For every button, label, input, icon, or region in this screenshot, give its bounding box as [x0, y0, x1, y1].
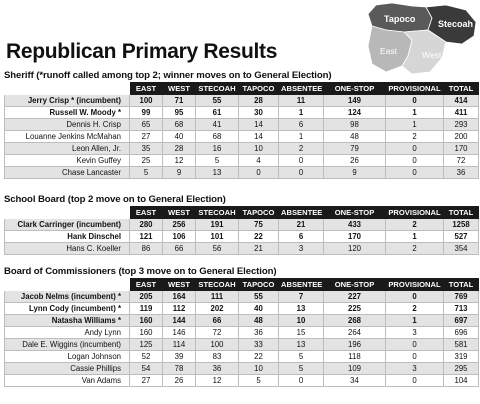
- candidate-name: Jacob Nelms (incumbent) *: [5, 291, 130, 303]
- vote-count-cell: 225: [324, 303, 386, 315]
- vote-count-cell: 6: [279, 119, 324, 131]
- vote-count-cell: 22: [239, 231, 279, 243]
- vote-count-cell: 0: [279, 167, 324, 179]
- vote-count-cell: 0: [386, 339, 444, 351]
- vote-count-cell: 33: [239, 339, 279, 351]
- candidate-name: Hank Dinschel: [5, 231, 130, 243]
- vote-count-cell: 2: [386, 243, 444, 255]
- column-header: WEST: [163, 207, 196, 219]
- table-row: [5, 155, 479, 167]
- table-row: [5, 107, 479, 119]
- vote-count-cell: 4: [239, 155, 279, 167]
- vote-count-cell: 86: [130, 243, 163, 255]
- vote-count-cell: 72: [444, 155, 479, 167]
- column-header: WEST: [163, 279, 196, 291]
- vote-count-cell: 48: [239, 315, 279, 327]
- vote-count-cell: 28: [163, 143, 196, 155]
- vote-count-cell: 55: [239, 291, 279, 303]
- vote-count-cell: 354: [444, 243, 479, 255]
- vote-count-cell: 98: [324, 119, 386, 131]
- table-header-row: [5, 279, 479, 291]
- table-row: [5, 95, 479, 107]
- sheriff-results-table: [4, 82, 479, 179]
- candidate-name: Hans C. Koeller: [5, 243, 130, 255]
- vote-count-cell: 0: [386, 375, 444, 387]
- vote-count-cell: 581: [444, 339, 479, 351]
- vote-count-cell: 41: [196, 119, 239, 131]
- sheriff-section: [4, 69, 478, 179]
- table-row: [5, 315, 479, 327]
- vote-count-cell: 68: [163, 119, 196, 131]
- table-row: [5, 231, 479, 243]
- vote-count-cell: 293: [444, 119, 479, 131]
- vote-count-cell: 35: [130, 143, 163, 155]
- table-row: [5, 167, 479, 179]
- vote-count-cell: 40: [163, 131, 196, 143]
- vote-count-cell: 66: [163, 243, 196, 255]
- vote-count-cell: 3: [386, 363, 444, 375]
- vote-count-cell: 13: [196, 167, 239, 179]
- vote-count-cell: 7: [279, 291, 324, 303]
- column-header: EAST: [130, 207, 163, 219]
- vote-count-cell: 5: [130, 167, 163, 179]
- column-header: STECOAH: [196, 83, 239, 95]
- vote-count-cell: 2: [279, 143, 324, 155]
- column-header: PROVISIONAL: [386, 207, 444, 219]
- vote-count-cell: 75: [239, 219, 279, 231]
- vote-count-cell: 202: [196, 303, 239, 315]
- section-heading-sheriff: Sheriff (*runoff called among top 2; winner moves on to General Election): [4, 70, 332, 81]
- vote-count-cell: 36: [239, 327, 279, 339]
- vote-count-cell: 101: [196, 231, 239, 243]
- vote-count-cell: 22: [239, 351, 279, 363]
- vote-count-cell: 0: [386, 143, 444, 155]
- vote-count-cell: 0: [386, 351, 444, 363]
- vote-count-cell: 27: [130, 375, 163, 387]
- vote-count-cell: 160: [130, 327, 163, 339]
- vote-count-cell: 72: [196, 327, 239, 339]
- header-blank-cell: [5, 83, 130, 95]
- vote-count-cell: 0: [386, 95, 444, 107]
- vote-count-cell: 9: [163, 167, 196, 179]
- vote-count-cell: 39: [163, 351, 196, 363]
- candidate-name: Lynn Cody (incumbent) *: [5, 303, 130, 315]
- vote-count-cell: 256: [163, 219, 196, 231]
- vote-count-cell: 5: [239, 375, 279, 387]
- vote-count-cell: 3: [279, 243, 324, 255]
- vote-count-cell: 71: [163, 95, 196, 107]
- vote-count-cell: 12: [163, 155, 196, 167]
- vote-count-cell: 0: [239, 167, 279, 179]
- map-label-tapoco: Tapoco: [384, 14, 416, 24]
- map-label-west: West: [422, 50, 442, 60]
- vote-count-cell: 0: [386, 167, 444, 179]
- vote-count-cell: 2: [386, 303, 444, 315]
- vote-count-cell: 78: [163, 363, 196, 375]
- vote-count-cell: 0: [386, 155, 444, 167]
- vote-count-cell: 112: [163, 303, 196, 315]
- vote-count-cell: 26: [163, 375, 196, 387]
- vote-count-cell: 411: [444, 107, 479, 119]
- vote-count-cell: 95: [163, 107, 196, 119]
- vote-count-cell: 21: [279, 219, 324, 231]
- vote-count-cell: 119: [130, 303, 163, 315]
- vote-count-cell: 2: [386, 219, 444, 231]
- vote-count-cell: 5: [279, 363, 324, 375]
- candidate-name: Chase Lancaster: [5, 167, 130, 179]
- column-header: ONE-STOP: [324, 207, 386, 219]
- vote-count-cell: 16: [196, 143, 239, 155]
- vote-count-cell: 99: [130, 107, 163, 119]
- column-header: WEST: [163, 83, 196, 95]
- vote-count-cell: 36: [196, 363, 239, 375]
- vote-count-cell: 6: [279, 231, 324, 243]
- table-row: [5, 303, 479, 315]
- vote-count-cell: 26: [324, 155, 386, 167]
- table-row: [5, 339, 479, 351]
- table-row: [5, 119, 479, 131]
- table-row: [5, 363, 479, 375]
- vote-count-cell: 65: [130, 119, 163, 131]
- vote-count-cell: 10: [239, 143, 279, 155]
- vote-count-cell: 146: [163, 327, 196, 339]
- vote-count-cell: 1: [279, 131, 324, 143]
- vote-count-cell: 268: [324, 315, 386, 327]
- vote-count-cell: 27: [130, 131, 163, 143]
- vote-count-cell: 0: [279, 375, 324, 387]
- vote-count-cell: 13: [279, 303, 324, 315]
- vote-count-cell: 118: [324, 351, 386, 363]
- vote-count-cell: 144: [163, 315, 196, 327]
- table-row: [5, 327, 479, 339]
- vote-count-cell: 1: [386, 107, 444, 119]
- map-label-east: East: [380, 46, 398, 56]
- vote-count-cell: 769: [444, 291, 479, 303]
- column-header: TAPOCO: [239, 83, 279, 95]
- candidate-name: Logan Johnson: [5, 351, 130, 363]
- vote-count-cell: 111: [196, 291, 239, 303]
- column-header: ABSENTEE: [279, 83, 324, 95]
- vote-count-cell: 83: [196, 351, 239, 363]
- candidate-name: Russell W. Moody *: [5, 107, 130, 119]
- vote-count-cell: 21: [239, 243, 279, 255]
- commissioners-results-table: [4, 278, 479, 387]
- vote-count-cell: 319: [444, 351, 479, 363]
- vote-count-cell: 79: [324, 143, 386, 155]
- vote-count-cell: 527: [444, 231, 479, 243]
- vote-count-cell: 40: [239, 303, 279, 315]
- vote-count-cell: 36: [444, 167, 479, 179]
- school-board-section: [4, 193, 478, 255]
- column-header: PROVISIONAL: [386, 83, 444, 95]
- vote-count-cell: 100: [130, 95, 163, 107]
- vote-count-cell: 2: [386, 131, 444, 143]
- vote-count-cell: 121: [130, 231, 163, 243]
- vote-count-cell: 124: [324, 107, 386, 119]
- candidate-name: Natasha Williams *: [5, 315, 130, 327]
- map-label-stecoah: Stecoah: [438, 19, 474, 29]
- table-row: [5, 375, 479, 387]
- table-row: [5, 291, 479, 303]
- commissioners-section: [4, 265, 478, 387]
- table-row: [5, 131, 479, 143]
- vote-count-cell: 56: [196, 243, 239, 255]
- precinct-map: [362, 0, 480, 74]
- page-title: Republican Primary Results: [6, 40, 278, 63]
- vote-count-cell: 9: [324, 167, 386, 179]
- column-header: PROVISIONAL: [386, 279, 444, 291]
- vote-count-cell: 13: [279, 339, 324, 351]
- column-header: ABSENTEE: [279, 279, 324, 291]
- candidate-name: Cassie Phillips: [5, 363, 130, 375]
- vote-count-cell: 1: [279, 107, 324, 119]
- vote-count-cell: 170: [444, 143, 479, 155]
- vote-count-cell: 191: [196, 219, 239, 231]
- vote-count-cell: 5: [279, 351, 324, 363]
- candidate-name: Louanne Jenkins McMahan: [5, 131, 130, 143]
- candidate-name: Andy Lynn: [5, 327, 130, 339]
- vote-count-cell: 280: [130, 219, 163, 231]
- vote-count-cell: 149: [324, 95, 386, 107]
- vote-count-cell: 34: [324, 375, 386, 387]
- vote-count-cell: 205: [130, 291, 163, 303]
- vote-count-cell: 15: [279, 327, 324, 339]
- vote-count-cell: 109: [324, 363, 386, 375]
- table-row: [5, 351, 479, 363]
- vote-count-cell: 0: [386, 291, 444, 303]
- vote-count-cell: 14: [239, 119, 279, 131]
- column-header: ABSENTEE: [279, 207, 324, 219]
- candidate-name: Leon Allen, Jr.: [5, 143, 130, 155]
- vote-count-cell: 48: [324, 131, 386, 143]
- vote-count-cell: 104: [444, 375, 479, 387]
- column-header: ONE-STOP: [324, 83, 386, 95]
- vote-count-cell: 11: [279, 95, 324, 107]
- vote-count-cell: 52: [130, 351, 163, 363]
- table-row: [5, 243, 479, 255]
- section-heading-commissioners: Board of Commissioners (top 3 move on to General Election): [4, 266, 277, 277]
- candidate-name: Van Adams: [5, 375, 130, 387]
- vote-count-cell: 696: [444, 327, 479, 339]
- vote-count-cell: 10: [239, 363, 279, 375]
- table-header-row: [5, 83, 479, 95]
- vote-count-cell: 414: [444, 95, 479, 107]
- column-header: TOTAL: [444, 83, 479, 95]
- column-header: TAPOCO: [239, 207, 279, 219]
- vote-count-cell: 697: [444, 315, 479, 327]
- vote-count-cell: 55: [196, 95, 239, 107]
- column-header: TOTAL: [444, 207, 479, 219]
- column-header: STECOAH: [196, 207, 239, 219]
- vote-count-cell: 433: [324, 219, 386, 231]
- candidate-name: Kevin Guffey: [5, 155, 130, 167]
- column-header: EAST: [130, 83, 163, 95]
- column-header: ONE-STOP: [324, 279, 386, 291]
- vote-count-cell: 164: [163, 291, 196, 303]
- section-heading-school-board: School Board (top 2 move on to General Election): [4, 194, 226, 205]
- vote-count-cell: 114: [163, 339, 196, 351]
- candidate-name: Clark Carringer (incumbent): [5, 219, 130, 231]
- candidate-name: Jerry Crisp * (incumbent): [5, 95, 130, 107]
- vote-count-cell: 3: [386, 327, 444, 339]
- column-header: STECOAH: [196, 279, 239, 291]
- school-board-results-table: [4, 206, 479, 255]
- vote-count-cell: 100: [196, 339, 239, 351]
- column-header: TAPOCO: [239, 279, 279, 291]
- vote-count-cell: 25: [130, 155, 163, 167]
- vote-count-cell: 54: [130, 363, 163, 375]
- header-blank-cell: [5, 279, 130, 291]
- column-header: TOTAL: [444, 279, 479, 291]
- vote-count-cell: 28: [239, 95, 279, 107]
- candidate-name: Dennis H. Crisp: [5, 119, 130, 131]
- vote-count-cell: 227: [324, 291, 386, 303]
- vote-count-cell: 713: [444, 303, 479, 315]
- table-row: [5, 143, 479, 155]
- vote-count-cell: 170: [324, 231, 386, 243]
- vote-count-cell: 1: [386, 231, 444, 243]
- vote-count-cell: 125: [130, 339, 163, 351]
- vote-count-cell: 160: [130, 315, 163, 327]
- vote-count-cell: 106: [163, 231, 196, 243]
- vote-count-cell: 196: [324, 339, 386, 351]
- vote-count-cell: 200: [444, 131, 479, 143]
- vote-count-cell: 12: [196, 375, 239, 387]
- vote-count-cell: 5: [196, 155, 239, 167]
- vote-count-cell: 1: [386, 119, 444, 131]
- vote-count-cell: 30: [239, 107, 279, 119]
- vote-count-cell: 10: [279, 315, 324, 327]
- vote-count-cell: 68: [196, 131, 239, 143]
- vote-count-cell: 14: [239, 131, 279, 143]
- vote-count-cell: 0: [279, 155, 324, 167]
- vote-count-cell: 66: [196, 315, 239, 327]
- table-header-row: [5, 207, 479, 219]
- vote-count-cell: 120: [324, 243, 386, 255]
- vote-count-cell: 1258: [444, 219, 479, 231]
- column-header: EAST: [130, 279, 163, 291]
- vote-count-cell: 61: [196, 107, 239, 119]
- vote-count-cell: 1: [386, 315, 444, 327]
- table-row: [5, 219, 479, 231]
- header-blank-cell: [5, 207, 130, 219]
- vote-count-cell: 295: [444, 363, 479, 375]
- vote-count-cell: 264: [324, 327, 386, 339]
- candidate-name: Dale E. Wiggins (incumbent): [5, 339, 130, 351]
